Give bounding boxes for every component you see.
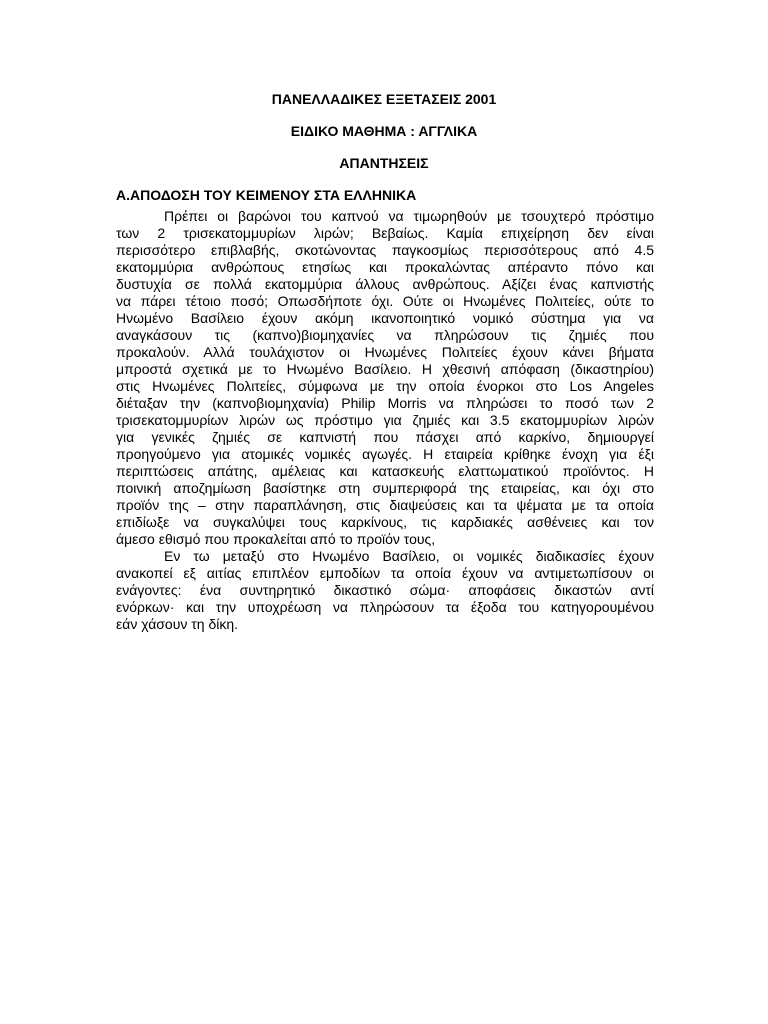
exam-title: ΠΑΝΕΛΛΑΔΙΚΕΣ ΕΞΕΤΑΣΕΙΣ 2001 bbox=[271, 91, 497, 107]
paragraph-line: να πάρει τέτοιο ποσό; Οπωσδήποτε όχι. Ούτε οι Ηνωμένες Πολιτείες, ούτε το bbox=[116, 293, 654, 309]
paragraph-line: ανακοπεί εξ αιτίας επιπλέον εμποδίων τα οποία έχουν να αντιμετωπίσουν οι bbox=[116, 565, 654, 581]
paragraph-line: Ηνωμένο Βασίλειο έχουν ακόμη ικανοποιητικό νομικό σύστημα για να bbox=[116, 310, 654, 326]
paragraph-line: ενάγοντες: ένα συντηρητικό δικαστικό σώμα· αποφάσεις δικαστών αντί bbox=[116, 582, 654, 598]
paragraph-line: εάν χάσουν τη δίκη. bbox=[116, 616, 239, 632]
paragraph-line: αναγκάσουν τις (καπνο)βιομηχανίες να πληρώσουν τις ζημιές που bbox=[116, 327, 654, 343]
paragraph-line: Πρέπει οι βαρώνοι του καπνού να τιμωρηθούν με τσουχτερό πρόστιμο bbox=[164, 208, 654, 224]
paragraph-line: περιπτώσεις απάτης, αμέλειας και κατασκευής ελαττωματικού προϊόντος. Η bbox=[116, 463, 654, 479]
subject-title: ΕΙΔΙΚΟ ΜΑΘΗΜΑ : ΑΓΓΛΙΚΑ bbox=[290, 123, 478, 139]
paragraph-line: άμεσο εθισμό που προκαλείται από το προϊόν τους, bbox=[116, 531, 436, 547]
paragraph-line: για γενικές ζημιές σε καπνιστή που πάσχει από καρκίνο, δημιουργεί bbox=[116, 429, 654, 445]
paragraph-line: εκατομμύρια ανθρώπους ετησίως και προκαλώντας απέραντο πόνο και bbox=[116, 259, 654, 275]
paragraph-line: ποινική αποζημίωση βασίστηκε στη συμπεριφορά της εταιρείας, και όχι στο bbox=[116, 480, 654, 496]
section-heading: Α.ΑΠΟΔΟΣΗ ΤΟΥ ΚΕΙΜΕΝΟΥ ΣΤΑ ΕΛΛΗΝΙΚΑ bbox=[116, 187, 417, 203]
answer-body bbox=[116, 208, 654, 633]
paragraph-line: στις Ηνωμένες Πολιτείες, σύμφωνα με την οποία ένορκοι στο Los Angeles bbox=[116, 378, 654, 394]
paragraph-line: προκαλούν. Αλλά τουλάχιστον οι Ηνωμένες Πολιτείες έχουν κάνει βήματα bbox=[116, 344, 654, 360]
paragraph-line: διέταξαν την (καπνοβιομηχανία) Philip Morris να πληρώσει το ποσό των 2 bbox=[116, 395, 654, 411]
paragraph-line: τρισεκατομμυρίων λιρών ως πρόστιμο για ζημιές και 3.5 εκατομμυρίων λιρών bbox=[116, 412, 654, 428]
answers-title: ΑΠΑΝΤΗΣΕΙΣ bbox=[339, 155, 429, 171]
paragraph-line: των 2 τρισεκατομμυρίων λιρών; Βεβαίως. Καμία επιχείρηση δεν είναι bbox=[116, 225, 654, 241]
paragraph-line: επιδίωξε να συγκαλύψει τους καρκίνους, τις καρδιακές ασθένειες και τον bbox=[116, 514, 654, 530]
paragraph-line: ενόρκων· και την υποχρέωση να πληρώσουν τα έξοδα του κατηγορουμένου bbox=[116, 599, 654, 615]
paragraph-line: προϊόν της – στην παραπλάνηση, στις διαψεύσεις και τα ψέματα με τα οποία bbox=[116, 497, 654, 513]
paragraph-line: Εν τω μεταξύ στο Ηνωμένο Βασίλειο, οι νομικές διαδικασίες έχουν bbox=[164, 548, 654, 564]
paragraph-line: περισσότερο επιβλαβής, σκοτώνοντας παγκοσμίως περισσότερους από 4.5 bbox=[116, 242, 654, 258]
paragraph-line: μπροστά σχετικά με το Ηνωμένο Βασίλειο. Η χθεσινή απόφαση (δικαστηρίου) bbox=[116, 361, 654, 377]
paragraph-line: δυστυχία σε πολλά εκατομμύρια άλλους ανθρώπους. Αξίζει ένας καπνιστής bbox=[116, 276, 654, 292]
paragraph-line: προηγούμενο για ατομικές νομικές αγωγές. Η εταιρεία κρίθηκε ένοχη για έξι bbox=[116, 446, 654, 462]
